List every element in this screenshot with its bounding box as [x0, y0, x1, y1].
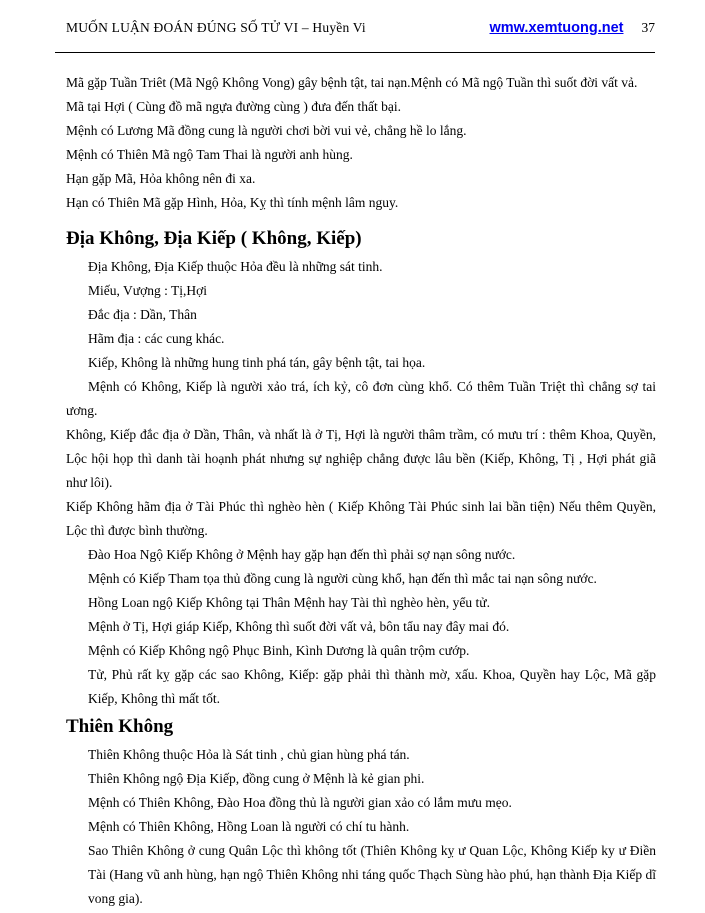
paragraph: Hồng Loan ngộ Kiếp Không tại Thân Mệnh hay Tài thì nghèo hèn, yểu tử. [88, 595, 490, 610]
paragraph: Hạn gặp Mã, Hỏa không nên đi xa. [66, 171, 256, 186]
paragraph: Mệnh có Lương Mã đồng cung là người chơi bời vui vẻ, chẳng hề lo lắng. [66, 123, 467, 138]
paragraph: Kiếp, Không là những hung tinh phá tán, gây bệnh tật, tai họa. [88, 355, 426, 370]
paragraph: Mệnh có Thiên Mã ngộ Tam Thai là người anh hùng. [66, 147, 353, 162]
paragraph: Địa Không, Địa Kiếp thuộc Hỏa đều là những sát tinh. [88, 259, 383, 274]
paragraph: Mệnh ở Tị, Hợi giáp Kiếp, Không thì suốt đời vất vả, bôn tẩu nay đây mai đó. [88, 619, 510, 634]
document-body [0, 53, 705, 911]
paragraph: Miếu, Vượng : Tị,Hợi [88, 283, 207, 298]
paragraph: Mã tại Hợi ( Cùng đồ mã ngựa đường cùng ) đưa đến thất bại. [66, 99, 402, 114]
paragraph: Hạn có Thiên Mã gặp Hình, Hỏa, Kỵ thì tính mệnh lâm nguy. [66, 195, 399, 210]
site-link[interactable]: wmw.xemtuong.net [489, 20, 624, 36]
paragraph: Đắc địa : Dần, Thân [88, 307, 197, 322]
paragraph: Mệnh có Kiếp Không ngộ Phục Binh, Kình Dương là quân trộm cướp. [88, 643, 470, 658]
page-number: 37 [641, 20, 655, 35]
paragraph: Mệnh có Thiên Không, Hồng Loan là người có chí tu hành. [88, 819, 410, 834]
paragraph: Kiếp Không hãm địa ở Tài Phúc thì nghèo hèn ( Kiếp Không Tài Phúc sinh lai bần tiện) Nếu thêm Quyền, Lộc thì được bình thường. [66, 499, 656, 538]
paragraph: Sao Thiên Không ở cung Quân Lộc thì không tốt (Thiên Không kỵ ư Quan Lộc, Không Kiếp ky ư Điền Tài (Hang vũ anh hùng, hạn ngộ Thiên Không nhi táng quốc Thạch Sùng hào phú, hạn thành Địa Kiếp dĩ vong gia). [88, 843, 656, 906]
paragraph: Mệnh có Thiên Không, Đào Hoa đồng thủ là người gian xảo có lắm mưu mẹo. [88, 795, 512, 810]
paragraph: Thiên Không ngộ Địa Kiếp, đồng cung ở Mệnh là kẻ gian phi. [88, 771, 425, 786]
header-title: MUỐN LUẬN ĐOÁN ĐÚNG SỐ TỬ VI – Huyền Vi [66, 20, 366, 35]
header-right [490, 20, 656, 36]
paragraph: Không, Kiếp đắc địa ở Dần, Thân, và nhất là ở Tị, Hợi là người thâm trầm, có mưu trí : thêm Khoa, Quyền, Lộc hội họp thì danh tài hoạnh phát nhưng sự nghiệp chẳng được lâu bền (Kiếp, Không, Tị , Hợi phát giã như lôi). [66, 427, 656, 490]
section-heading-thien-khong: Thiên Không [66, 716, 174, 737]
paragraph: Tử, Phủ rất kỵ gặp các sao Không, Kiếp: gặp phải thì thành mờ, xấu. Khoa, Quyền hay Lộc, Mã gặp Kiếp, Không thì mất tốt. [88, 667, 656, 706]
paragraph: Đào Hoa Ngộ Kiếp Không ở Mệnh hay gặp hạn đến thì phải sợ nạn sông nước. [88, 547, 516, 562]
page-header [0, 0, 705, 42]
paragraph: Hãm địa : các cung khác. [88, 331, 225, 346]
section-heading-dia-khong: Địa Không, Địa Kiếp ( Không, Kiếp) [66, 228, 362, 249]
paragraph: Mã gặp Tuần Triêt (Mã Ngộ Không Vong) gây bệnh tật, tai nạn.Mệnh có Mã ngộ Tuần thì suốt đời vất vả. [66, 75, 638, 90]
paragraph: Thiên Không thuộc Hỏa là Sát tinh , chủ gian hùng phá tán. [88, 747, 410, 762]
paragraph: Mệnh có Kiếp Tham tọa thủ đồng cung là người cùng khổ, hạn đến thì mắc tai nạn sông nước. [88, 571, 597, 586]
paragraph: Mệnh có Không, Kiếp là người xảo trá, ích kỷ, cô đơn cùng khổ. Có thêm Tuần Triệt thì chẳng sợ tai ương. [66, 379, 656, 418]
